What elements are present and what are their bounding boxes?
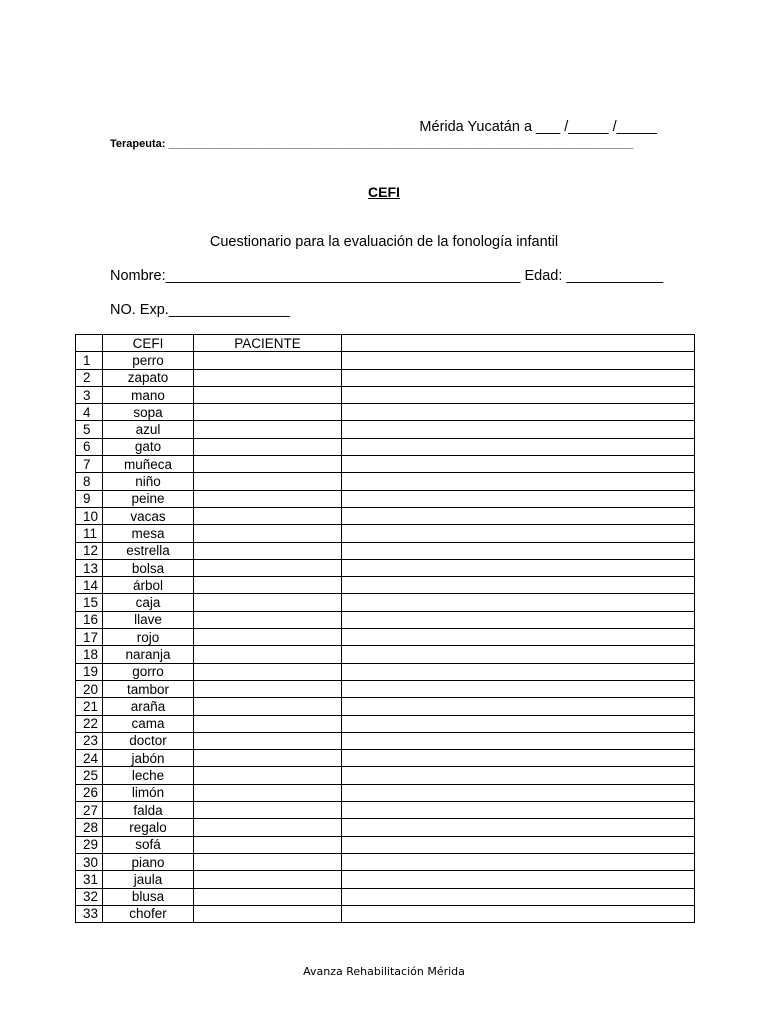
- patient-response-cell[interactable]: [194, 577, 342, 594]
- row-number: 28: [76, 819, 103, 836]
- table-row: [76, 594, 695, 611]
- notes-cell[interactable]: [342, 559, 695, 576]
- cefi-word: falda: [103, 802, 194, 819]
- cefi-word: leche: [103, 767, 194, 784]
- patient-response-cell[interactable]: [194, 404, 342, 421]
- table-row: [76, 404, 695, 421]
- notes-cell[interactable]: [342, 421, 695, 438]
- patient-response-cell[interactable]: [194, 871, 342, 888]
- table-row: [76, 871, 695, 888]
- notes-cell[interactable]: [342, 750, 695, 767]
- notes-cell[interactable]: [342, 473, 695, 490]
- patient-response-cell[interactable]: [194, 629, 342, 646]
- cefi-word: gato: [103, 438, 194, 455]
- notes-cell[interactable]: [342, 767, 695, 784]
- cefi-word: estrella: [103, 542, 194, 559]
- notes-cell[interactable]: [342, 905, 695, 922]
- patient-response-cell[interactable]: [194, 905, 342, 922]
- row-number: 1: [76, 352, 103, 369]
- notes-cell[interactable]: [342, 698, 695, 715]
- notes-cell[interactable]: [342, 802, 695, 819]
- notes-cell[interactable]: [342, 438, 695, 455]
- cefi-word: regalo: [103, 819, 194, 836]
- patient-response-cell[interactable]: [194, 819, 342, 836]
- row-number: 15: [76, 594, 103, 611]
- row-number: 5: [76, 421, 103, 438]
- table-row: [76, 888, 695, 905]
- notes-cell[interactable]: [342, 525, 695, 542]
- cefi-word: doctor: [103, 732, 194, 749]
- cefi-word: mesa: [103, 525, 194, 542]
- table-row: [76, 421, 695, 438]
- row-number: 13: [76, 559, 103, 576]
- table-row: [76, 611, 695, 628]
- row-number: 29: [76, 836, 103, 853]
- table-row: [76, 905, 695, 922]
- notes-cell[interactable]: [342, 680, 695, 697]
- patient-response-cell[interactable]: [194, 698, 342, 715]
- patient-response-cell[interactable]: [194, 559, 342, 576]
- patient-response-cell[interactable]: [194, 888, 342, 905]
- patient-response-cell[interactable]: [194, 802, 342, 819]
- row-number: 33: [76, 905, 103, 922]
- cefi-word: zapato: [103, 369, 194, 386]
- row-number: 23: [76, 732, 103, 749]
- notes-cell[interactable]: [342, 352, 695, 369]
- table-row: [76, 698, 695, 715]
- word-rows: [76, 352, 695, 923]
- cefi-word: mano: [103, 386, 194, 403]
- patient-response-cell[interactable]: [194, 456, 342, 473]
- table-row: [76, 646, 695, 663]
- table-row: [76, 438, 695, 455]
- cefi-word: gorro: [103, 663, 194, 680]
- patient-response-cell[interactable]: [194, 525, 342, 542]
- notes-cell[interactable]: [342, 836, 695, 853]
- cefi-word: llave: [103, 611, 194, 628]
- row-number: 26: [76, 784, 103, 801]
- row-number: 25: [76, 767, 103, 784]
- patient-response-cell[interactable]: [194, 836, 342, 853]
- patient-response-cell[interactable]: [194, 542, 342, 559]
- notes-cell[interactable]: [342, 507, 695, 524]
- notes-cell[interactable]: [342, 404, 695, 421]
- row-number: 24: [76, 750, 103, 767]
- word-table: [75, 334, 695, 923]
- notes-cell[interactable]: [342, 629, 695, 646]
- cefi-word: niño: [103, 473, 194, 490]
- name-age-line: Nombre:____________________________________________ Edad: ____________: [110, 268, 664, 284]
- header-number: [76, 335, 103, 352]
- row-number: 6: [76, 438, 103, 455]
- patient-response-cell[interactable]: [194, 767, 342, 784]
- cefi-word: jaula: [103, 871, 194, 888]
- notes-cell[interactable]: [342, 386, 695, 403]
- patient-response-cell[interactable]: [194, 594, 342, 611]
- patient-response-cell[interactable]: [194, 732, 342, 749]
- patient-response-cell[interactable]: [194, 750, 342, 767]
- table-row: [76, 663, 695, 680]
- cefi-word: caja: [103, 594, 194, 611]
- table-row: [76, 490, 695, 507]
- patient-response-cell[interactable]: [194, 611, 342, 628]
- table-row: [76, 352, 695, 369]
- cefi-word: perro: [103, 352, 194, 369]
- row-number: 7: [76, 456, 103, 473]
- row-number: 31: [76, 871, 103, 888]
- cefi-word: naranja: [103, 646, 194, 663]
- table-row: [76, 680, 695, 697]
- row-number: 20: [76, 680, 103, 697]
- table-row: [76, 386, 695, 403]
- table-row: [76, 853, 695, 870]
- row-number: 11: [76, 525, 103, 542]
- notes-cell[interactable]: [342, 369, 695, 386]
- table-row: [76, 715, 695, 732]
- notes-cell[interactable]: [342, 715, 695, 732]
- notes-cell[interactable]: [342, 732, 695, 749]
- table-row: [76, 802, 695, 819]
- notes-cell[interactable]: [342, 611, 695, 628]
- table-row: [76, 836, 695, 853]
- patient-response-cell[interactable]: [194, 369, 342, 386]
- table-header-row: [76, 335, 695, 352]
- row-number: 18: [76, 646, 103, 663]
- patient-response-cell[interactable]: [194, 386, 342, 403]
- notes-cell[interactable]: [342, 646, 695, 663]
- table-row: [76, 732, 695, 749]
- table-row: [76, 750, 695, 767]
- cefi-word: muñeca: [103, 456, 194, 473]
- row-number: 8: [76, 473, 103, 490]
- cefi-word: sofá: [103, 836, 194, 853]
- table-row: [76, 577, 695, 594]
- document-title: CEFI: [368, 184, 400, 200]
- table-row: [76, 559, 695, 576]
- cefi-word: sopa: [103, 404, 194, 421]
- notes-cell[interactable]: [342, 888, 695, 905]
- cefi-word: rojo: [103, 629, 194, 646]
- table-row: [76, 473, 695, 490]
- row-number: 9: [76, 490, 103, 507]
- table-row: [76, 767, 695, 784]
- row-number: 27: [76, 802, 103, 819]
- notes-cell[interactable]: [342, 542, 695, 559]
- patient-response-cell[interactable]: [194, 715, 342, 732]
- cefi-word: peine: [103, 490, 194, 507]
- row-number: 10: [76, 507, 103, 524]
- document-subtitle: Cuestionario para la evaluación de la fonología infantil: [209, 234, 559, 250]
- header-cefi: CEFI: [103, 335, 194, 352]
- patient-response-cell[interactable]: [194, 784, 342, 801]
- patient-response-cell[interactable]: [194, 853, 342, 870]
- patient-response-cell[interactable]: [194, 490, 342, 507]
- row-number: 3: [76, 386, 103, 403]
- table-row: [76, 629, 695, 646]
- row-number: 17: [76, 629, 103, 646]
- table-row: [76, 507, 695, 524]
- table-row: [76, 369, 695, 386]
- cefi-word: limón: [103, 784, 194, 801]
- cefi-word: piano: [103, 853, 194, 870]
- notes-cell[interactable]: [342, 784, 695, 801]
- cefi-word: araña: [103, 698, 194, 715]
- notes-cell[interactable]: [342, 456, 695, 473]
- notes-cell[interactable]: [342, 871, 695, 888]
- table-row: [76, 542, 695, 559]
- patient-response-cell[interactable]: [194, 352, 342, 369]
- header-extra: [342, 335, 695, 352]
- row-number: 21: [76, 698, 103, 715]
- row-number: 2: [76, 369, 103, 386]
- cefi-word: cama: [103, 715, 194, 732]
- table-row: [76, 819, 695, 836]
- cefi-word: jabón: [103, 750, 194, 767]
- patient-response-cell[interactable]: [194, 438, 342, 455]
- row-number: 30: [76, 853, 103, 870]
- therapist-line: Terapeuta: ____________________________________________________________________________: [110, 138, 634, 150]
- place-date-line: Mérida Yucatán a ___ /_____ /_____: [419, 119, 657, 135]
- row-number: 16: [76, 611, 103, 628]
- cefi-word: azul: [103, 421, 194, 438]
- cefi-word: blusa: [103, 888, 194, 905]
- patient-response-cell[interactable]: [194, 680, 342, 697]
- patient-response-cell[interactable]: [194, 507, 342, 524]
- notes-cell[interactable]: [342, 663, 695, 680]
- cefi-word: árbol: [103, 577, 194, 594]
- table-row: [76, 525, 695, 542]
- notes-cell[interactable]: [342, 853, 695, 870]
- cefi-word: vacas: [103, 507, 194, 524]
- row-number: 12: [76, 542, 103, 559]
- row-number: 19: [76, 663, 103, 680]
- row-number: 22: [76, 715, 103, 732]
- file-number-line: NO. Exp._______________: [110, 302, 290, 318]
- header-paciente: PACIENTE: [194, 335, 342, 352]
- table-row: [76, 784, 695, 801]
- patient-response-cell[interactable]: [194, 421, 342, 438]
- patient-response-cell[interactable]: [194, 646, 342, 663]
- cefi-word: tambor: [103, 680, 194, 697]
- cefi-word: bolsa: [103, 559, 194, 576]
- patient-response-cell[interactable]: [194, 473, 342, 490]
- patient-response-cell[interactable]: [194, 663, 342, 680]
- table-row: [76, 456, 695, 473]
- notes-cell[interactable]: [342, 594, 695, 611]
- row-number: 32: [76, 888, 103, 905]
- notes-cell[interactable]: [342, 577, 695, 594]
- row-number: 4: [76, 404, 103, 421]
- cefi-word: chofer: [103, 905, 194, 922]
- notes-cell[interactable]: [342, 490, 695, 507]
- footer-text: Avanza Rehabilitación Mérida: [303, 965, 465, 978]
- row-number: 14: [76, 577, 103, 594]
- notes-cell[interactable]: [342, 819, 695, 836]
